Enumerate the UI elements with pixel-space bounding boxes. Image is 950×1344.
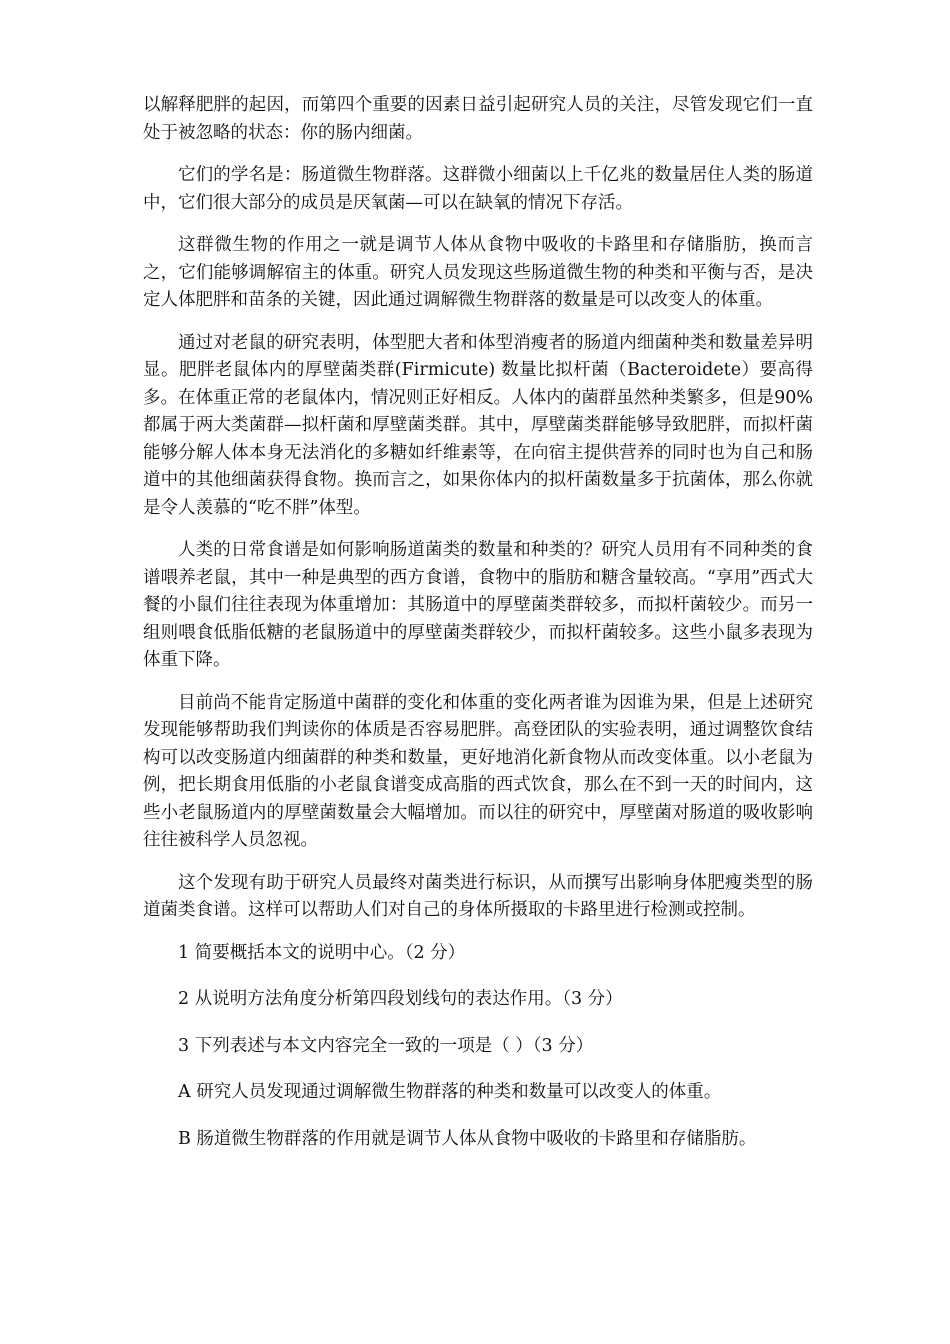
- paragraph-5: 人类的日常食谱是如何影响肠道菌类的数量和种类的？研究人员用有不同种类的食谱喂养老鼠，其中一种是典型的西方食谱，食物中的脂肪和糖含量较高。“享用”西式大餐的小鼠们往往表现为体重增加：其肠道中的厚壁菌类群较多，而拟杆菌较少。而另一组则喂食低脂低糖的老鼠肠道中的厚壁菌类群较少，而拟杆菌较多。这些小鼠多表现为体重下降。: [143, 540, 813, 670]
- document-page: [143, 92, 813, 1172]
- paragraph-6: 目前尚不能肯定肠道中菌群的变化和体重的变化两者谁为因谁为果，但是上述研究发现能够帮助我们判读你的体质是否容易肥胖。高登团队的实验表明，通过调整饮食结构可以改变肠道内细菌群的种类和数量，更好地消化新食物从而改变体重。以小老鼠为例，把长期食用低脂的小老鼠食谱变成高脂的西式饮食，那么在不到一天的时间内，这些小老鼠肠道内的厚壁菌数量会大幅增加。而以往的研究中，厚壁菌对肠道的吸收影响往往被科学人员忽视。: [143, 692, 813, 850]
- question-1: 1 简要概括本文的说明中心。（2 分）: [178, 942, 466, 963]
- paragraph-4: 通过对老鼠的研究表明，体型肥大者和体型消瘦者的肠道内细菌种类和数量差异明显。肥胖老鼠体内的厚壁菌类群(Firmicute) 数量比拟杆菌（Bacteroidete）要高得多。在体重正常的老鼠体内，情况则正好相反。人体内的菌群虽然种类繁多，但是90%都属于两大类菌群—拟杆菌和厚壁菌类群。其中，厚壁菌类群能够导致肥胖，而拟杆菌能够分解人体本身无法消化的多糖如纤维素等，在向宿主提供营养的同时也为自己和肠道中的其他细菌获得食物。换而言之，如果你体内的拟杆菌数量多于抗菌体，那么你就是令人羡慕的“吃不胖”体型。: [143, 332, 813, 518]
- question-3: 3 下列表述与本文内容完全一致的一项是（ ）（3 分）: [178, 1035, 594, 1056]
- paragraph-1: 以解释肥胖的起因，而第四个重要的因素日益引起研究人员的关注，尽管发现它们一直处于被忽略的状态：你的肠内细菌。: [143, 95, 813, 143]
- paragraph-7: 这个发现有助于研究人员最终对菌类进行标识，从而撰写出影响身体肥瘦类型的肠道菌类食谱。这样可以帮助人们对自己的身体所摄取的卡路里进行检测或控制。: [143, 872, 813, 920]
- questions-section: [143, 940, 813, 1154]
- question-2: 2 从说明方法角度分析第四段划线句的表达作用。（3 分）: [178, 989, 623, 1009]
- option-b: B 肠道微生物群落的作用就是调节人体从食物中吸收的卡路里和存储脂肪。: [178, 1128, 757, 1149]
- paragraph-2: 它们的学名是：肠道微生物群落。这群微小细菌以上千亿兆的数量居住人类的肠道中，它们很大部分的成员是厌氧菌—可以在缺氧的情况下存活。: [143, 165, 813, 213]
- option-a: A 研究人员发现通过调解微生物群落的种类和数量可以改变人的体重。: [178, 1082, 722, 1102]
- paragraph-3: 这群微生物的作用之一就是调节人体从食物中吸收的卡路里和存储脂肪，换而言之，它们能够调解宿主的体重。研究人员发现这些肠道微生物的种类和平衡与否，是决定人体肥胖和苗条的关键，因此通过调解微生物群落的数量是可以改变人的体重。: [143, 235, 813, 310]
